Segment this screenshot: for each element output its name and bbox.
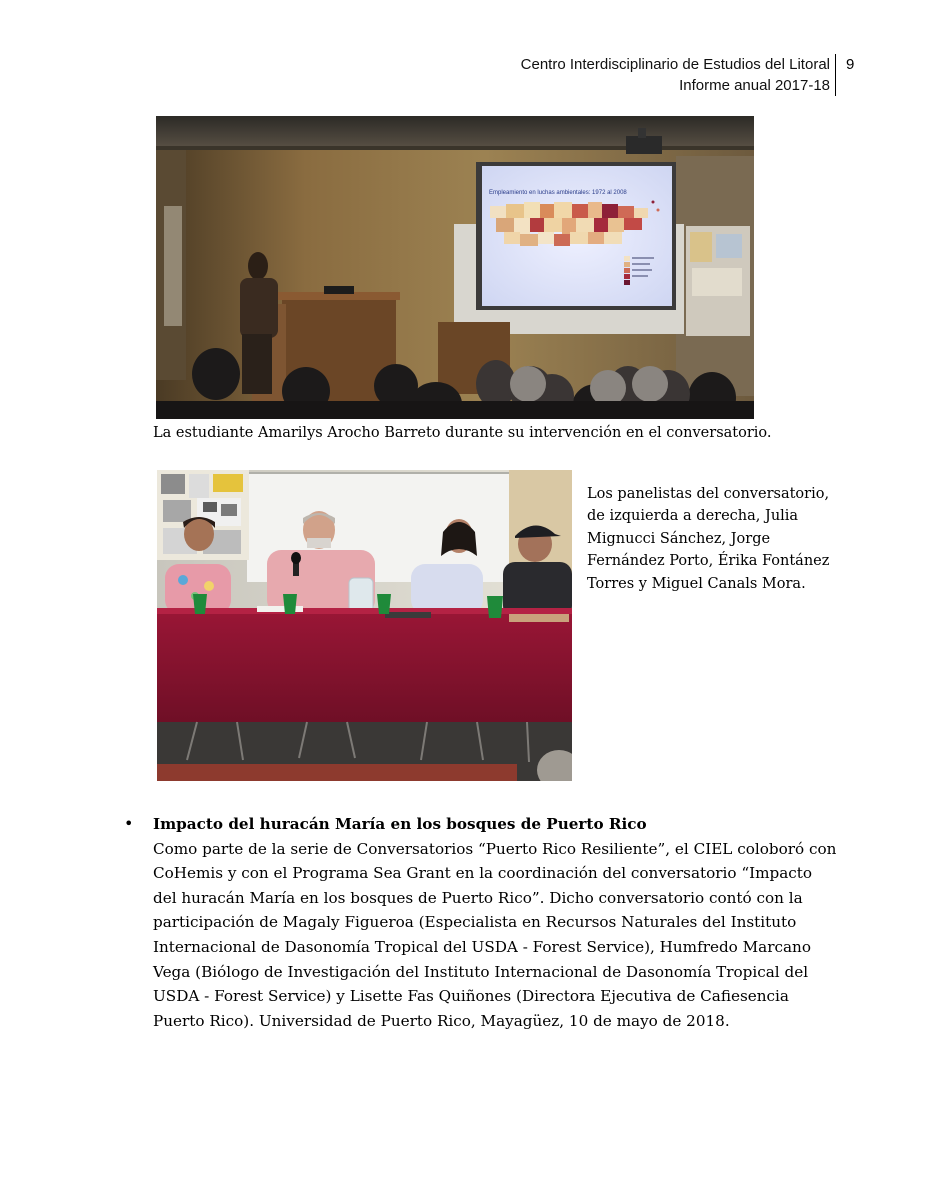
caption-line: Los panelistas del conversatorio, [587,486,830,502]
caption-line: Mignucci Sánchez, Jorge [587,530,771,547]
page-header [521,54,830,96]
bullet-marker: • [124,814,134,833]
section-title: Impacto del huracán María en los bosques de Puerto Rico [153,815,647,833]
photo-caption-panelists [587,483,847,595]
body-line: USDA - Forest Service) y Lisette Fas Quiñones (Directora Ejecutiva de Cafiesencia [153,987,789,1006]
page-number: 9 [846,56,855,73]
body-line: CoHemis y con el Programa Sea Grant en la coordinación del conversatorio “Impacto [153,864,813,883]
caption-line: Torres y Miguel Canals Mora. [587,575,806,592]
header-divider [835,54,836,96]
caption-line: de izquierda a derecha, Julia [587,508,799,525]
body-line: del huracán María en los bosques de Puerto Rico”. Dicho conversatorio contó con la [153,888,803,907]
caption-line: Fernández Porto, Érika Fontánez [587,553,830,570]
body-line: participación de Magaly Figueroa (Especialista en Recursos Naturales del Instituto [153,913,797,932]
body-line: Como parte de la serie de Conversatorios “Puerto Rico Resiliente”, el CIEL coloboró con [153,839,837,858]
photo-caption-presentation: La estudiante Amarilys Arocho Barreto durante su intervención en el conversatorio. [153,425,772,441]
header-report-title: Informe anual 2017-18 [679,77,830,94]
body-line: Vega (Biólogo de Investigación del Instituto Internacional de Dasonomía Tropical del [153,962,809,981]
section-body [153,837,843,1034]
header-institution: Centro Interdisciplinario de Estudios del Litoral [520,56,830,73]
slide-title: Empleamiento en luchas ambientales: 1972 al 2008 [489,190,627,196]
body-line: Internacional de Dasonomía Tropical del USDA - Forest Service), Humfredo Marcano [153,937,811,956]
photo-panelists [157,470,572,781]
photo-presentation [156,116,754,419]
body-line: Puerto Rico). Universidad de Puerto Rico, Mayagüez, 10 de mayo de 2018. [153,1011,730,1030]
